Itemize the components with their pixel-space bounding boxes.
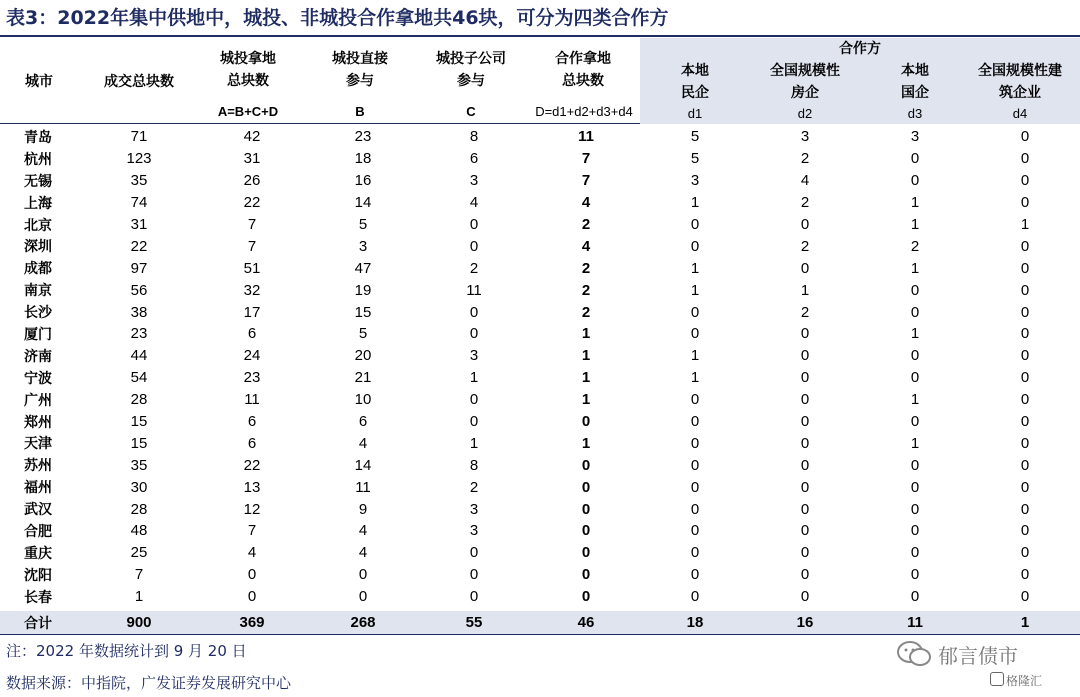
col-header-ct-total-formula: A=B+C+D (217, 104, 279, 119)
value-cell: 2 (800, 194, 810, 212)
value-cell: 31 (243, 150, 261, 168)
total-cell: 18 (686, 614, 704, 631)
value-cell: 0 (910, 478, 920, 496)
value-cell: 0 (581, 478, 591, 496)
value-cell: 21 (354, 369, 372, 387)
value-cell: 0 (1020, 194, 1030, 212)
bottom-rule (0, 634, 1080, 635)
value-cell: 19 (354, 281, 372, 299)
value-cell: 8 (469, 128, 479, 146)
table-row (0, 432, 1080, 454)
col-header-p2-code: d2 (797, 106, 813, 121)
value-cell: 0 (910, 347, 920, 365)
header-rule (0, 123, 640, 124)
total-row (0, 611, 1080, 634)
value-cell: 0 (800, 522, 810, 540)
value-cell: 31 (130, 216, 148, 233)
value-cell: 1 (690, 347, 700, 365)
city-cell: 福州 (24, 480, 52, 497)
value-cell: 0 (469, 413, 479, 431)
value-cell: 0 (800, 347, 810, 365)
value-cell: 0 (800, 259, 810, 277)
table-row (0, 564, 1080, 586)
value-cell: 5 (690, 128, 700, 146)
value-cell: 2 (581, 281, 591, 299)
value-cell: 38 (130, 303, 148, 321)
value-cell: 2 (581, 259, 591, 277)
col-header-sub-2: 参与 (457, 73, 485, 89)
watermark-brand: 格隆汇 (1006, 674, 1043, 688)
value-cell: 1 (910, 434, 920, 452)
value-cell: 0 (910, 150, 920, 168)
total-label: 合计 (24, 615, 52, 632)
value-cell: 0 (800, 391, 810, 409)
value-cell: 4 (800, 172, 810, 190)
value-cell: 0 (469, 544, 479, 562)
value-cell: 0 (1020, 588, 1030, 606)
value-cell: 1 (690, 281, 700, 299)
city-cell: 北京 (24, 217, 52, 234)
value-cell: 2 (800, 150, 810, 168)
total-cell: 11 (907, 614, 923, 631)
value-cell: 1 (581, 325, 591, 343)
city-cell: 合肥 (24, 523, 52, 540)
value-cell: 0 (1020, 522, 1030, 540)
value-cell: 3 (469, 347, 479, 365)
brand-logo-icon (990, 672, 1004, 686)
value-cell: 4 (469, 194, 479, 212)
value-cell: 0 (1020, 566, 1030, 584)
value-cell: 3 (469, 172, 479, 190)
city-cell: 天津 (24, 436, 52, 453)
value-cell: 0 (910, 456, 920, 474)
value-cell: 0 (690, 500, 700, 518)
value-cell: 0 (1020, 391, 1030, 409)
value-cell: 2 (910, 237, 920, 255)
table-row (0, 476, 1080, 498)
city-cell: 长春 (24, 589, 52, 606)
value-cell: 97 (130, 259, 148, 277)
city-cell: 厦门 (24, 326, 52, 343)
total-cell: 900 (126, 614, 152, 631)
table-row (0, 586, 1080, 608)
value-cell: 0 (800, 216, 810, 233)
value-cell: 0 (690, 413, 700, 431)
value-cell: 0 (1020, 303, 1030, 321)
value-cell: 1 (469, 369, 479, 387)
city-cell: 宁波 (24, 370, 52, 387)
value-cell: 0 (1020, 347, 1030, 365)
value-cell: 0 (910, 413, 920, 431)
value-cell: 54 (130, 369, 148, 387)
table-row (0, 411, 1080, 433)
value-cell: 15 (354, 303, 372, 321)
table-row (0, 345, 1080, 367)
value-cell: 2 (469, 259, 479, 277)
value-cell: 2 (469, 478, 479, 496)
value-cell: 1 (690, 259, 700, 277)
value-cell: 0 (910, 522, 920, 540)
value-cell: 1 (581, 434, 591, 452)
value-cell: 56 (130, 281, 148, 299)
value-cell: 0 (1020, 478, 1030, 496)
table-row (0, 323, 1080, 345)
col-header-p4-1: 全国规模性建 (978, 63, 1062, 79)
value-cell: 0 (910, 172, 920, 190)
value-cell: 4 (358, 434, 368, 452)
table-row (0, 257, 1080, 279)
value-cell: 6 (247, 413, 257, 431)
table-row (0, 126, 1080, 148)
value-cell: 0 (910, 566, 920, 584)
value-cell: 0 (1020, 150, 1030, 168)
value-cell: 0 (690, 216, 700, 233)
value-cell: 12 (243, 500, 261, 518)
city-cell: 武汉 (24, 502, 52, 519)
value-cell: 0 (1020, 456, 1030, 474)
total-cell: 268 (350, 614, 376, 631)
value-cell: 23 (243, 369, 261, 387)
value-cell: 11 (578, 128, 594, 146)
value-cell: 5 (358, 216, 368, 233)
value-cell: 3 (690, 172, 700, 190)
value-cell: 7 (247, 216, 257, 233)
city-cell: 成都 (24, 261, 52, 278)
value-cell: 0 (1020, 500, 1030, 518)
value-cell: 0 (581, 500, 591, 518)
value-cell: 0 (910, 588, 920, 606)
value-cell: 0 (690, 478, 700, 496)
value-cell: 28 (130, 500, 148, 518)
city-cell: 苏州 (24, 458, 52, 475)
value-cell: 0 (800, 478, 810, 496)
value-cell: 15 (130, 413, 148, 431)
value-cell: 1 (910, 391, 920, 409)
value-cell: 0 (690, 325, 700, 343)
value-cell: 23 (354, 128, 372, 146)
table-row (0, 235, 1080, 257)
value-cell: 7 (581, 172, 591, 190)
value-cell: 0 (690, 566, 700, 584)
value-cell: 35 (130, 456, 148, 474)
value-cell: 0 (1020, 281, 1030, 299)
value-cell: 0 (469, 588, 479, 606)
value-cell: 3 (800, 128, 810, 146)
value-cell: 1 (910, 325, 920, 343)
col-header-sub-code: C (466, 104, 476, 119)
watermark (896, 636, 1076, 692)
value-cell: 7 (581, 150, 591, 168)
value-cell: 0 (690, 544, 700, 562)
watermark-name: 郁言债市 (938, 644, 1018, 668)
value-cell: 0 (469, 325, 479, 343)
city-cell: 济南 (24, 348, 52, 365)
value-cell: 0 (581, 566, 591, 584)
col-header-p1-code: d1 (687, 106, 703, 121)
value-cell: 0 (1020, 325, 1030, 343)
value-cell: 16 (354, 172, 372, 190)
value-cell: 0 (910, 369, 920, 387)
value-cell: 15 (130, 434, 148, 452)
value-cell: 0 (469, 216, 479, 233)
total-cell: 1 (1020, 614, 1030, 631)
table-row (0, 214, 1080, 236)
col-header-p3-1: 本地 (901, 63, 929, 79)
value-cell: 1 (690, 194, 700, 212)
value-cell: 11 (355, 478, 371, 496)
value-cell: 0 (800, 369, 810, 387)
value-cell: 0 (1020, 369, 1030, 387)
table-row (0, 192, 1080, 214)
value-cell: 0 (800, 500, 810, 518)
value-cell: 8 (469, 456, 479, 474)
table-row (0, 542, 1080, 564)
value-cell: 0 (469, 237, 479, 255)
header-partners (640, 38, 1080, 124)
value-cell: 0 (910, 281, 920, 299)
total-cell: 46 (577, 614, 595, 631)
city-cell: 重庆 (24, 545, 52, 562)
table-row (0, 279, 1080, 301)
value-cell: 4 (358, 522, 368, 540)
value-cell: 2 (800, 237, 810, 255)
total-cell: 369 (239, 614, 265, 631)
value-cell: 22 (243, 456, 261, 474)
value-cell: 0 (581, 588, 591, 606)
col-header-sub-1: 城投子公司 (436, 51, 506, 67)
value-cell: 4 (581, 194, 591, 212)
col-header-direct-2: 参与 (346, 73, 374, 89)
value-cell: 4 (581, 237, 591, 255)
col-header-p1-1: 本地 (681, 63, 709, 79)
value-cell: 7 (134, 566, 144, 584)
value-cell: 42 (243, 128, 261, 146)
value-cell: 13 (243, 478, 261, 496)
value-cell: 0 (690, 434, 700, 452)
value-cell: 0 (800, 456, 810, 474)
value-cell: 0 (690, 456, 700, 474)
value-cell: 1 (910, 194, 920, 212)
value-cell: 2 (581, 216, 591, 233)
value-cell: 11 (244, 391, 260, 409)
value-cell: 0 (800, 325, 810, 343)
value-cell: 0 (690, 522, 700, 540)
table-row (0, 367, 1080, 389)
col-header-p2-2: 房企 (791, 85, 819, 101)
value-cell: 7 (247, 522, 257, 540)
value-cell: 71 (130, 128, 148, 146)
value-cell: 0 (690, 237, 700, 255)
value-cell: 2 (800, 303, 810, 321)
value-cell: 1 (134, 588, 144, 606)
value-cell: 1 (581, 391, 591, 409)
value-cell: 1 (690, 369, 700, 387)
value-cell: 30 (130, 478, 148, 496)
city-cell: 杭州 (24, 151, 52, 168)
value-cell: 7 (247, 237, 257, 255)
value-cell: 1 (581, 369, 591, 387)
total-cell: 16 (796, 614, 814, 631)
table-row (0, 389, 1080, 411)
col-header-p2-1: 全国规模性 (770, 63, 840, 79)
value-cell: 0 (1020, 544, 1030, 562)
col-header-p4-2: 筑企业 (999, 85, 1041, 101)
value-cell: 28 (130, 391, 148, 409)
city-cell: 郑州 (24, 414, 52, 431)
value-cell: 23 (130, 325, 148, 343)
value-cell: 22 (130, 237, 148, 255)
value-cell: 0 (1020, 434, 1030, 452)
value-cell: 47 (354, 259, 372, 277)
value-cell: 0 (247, 566, 257, 584)
value-cell: 0 (1020, 128, 1030, 146)
value-cell: 1 (1020, 216, 1030, 233)
data-table (0, 126, 1080, 608)
col-header-ct-total-2: 总块数 (227, 73, 269, 89)
value-cell: 0 (910, 500, 920, 518)
value-cell: 1 (581, 347, 591, 365)
col-header-p4-code: d4 (1012, 106, 1028, 121)
value-cell: 1 (910, 259, 920, 277)
value-cell: 4 (358, 544, 368, 562)
value-cell: 5 (690, 150, 700, 168)
value-cell: 0 (910, 303, 920, 321)
col-header-ct-total-1: 城投拿地 (220, 51, 276, 67)
value-cell: 1 (800, 281, 810, 299)
value-cell: 26 (243, 172, 261, 190)
value-cell: 0 (800, 413, 810, 431)
value-cell: 0 (1020, 413, 1030, 431)
value-cell: 0 (800, 434, 810, 452)
value-cell: 0 (247, 588, 257, 606)
col-header-direct-code: B (355, 104, 365, 119)
value-cell: 2 (581, 303, 591, 321)
table-row (0, 148, 1080, 170)
value-cell: 0 (358, 566, 368, 584)
value-cell: 4 (247, 544, 257, 562)
value-cell: 0 (800, 544, 810, 562)
partners-group-label: 合作方 (839, 41, 881, 57)
value-cell: 3 (469, 500, 479, 518)
value-cell: 0 (469, 303, 479, 321)
value-cell: 10 (354, 391, 372, 409)
value-cell: 0 (800, 588, 810, 606)
value-cell: 0 (581, 413, 591, 431)
col-header-p1-2: 民企 (681, 85, 709, 101)
total-table (0, 611, 1080, 634)
value-cell: 0 (469, 391, 479, 409)
value-cell: 17 (243, 303, 261, 321)
col-header-direct-1: 城投直接 (332, 51, 388, 67)
value-cell: 0 (1020, 237, 1030, 255)
value-cell: 22 (243, 194, 261, 212)
city-cell: 深圳 (24, 239, 52, 256)
table-row (0, 520, 1080, 542)
value-cell: 3 (910, 128, 920, 146)
city-cell: 广州 (24, 392, 52, 409)
table-row (0, 170, 1080, 192)
value-cell: 123 (126, 150, 152, 168)
col-header-coop-2: 总块数 (562, 73, 604, 89)
col-header-city: 城市 (25, 74, 53, 90)
value-cell: 0 (800, 566, 810, 584)
value-cell: 0 (1020, 259, 1030, 277)
table-title: 表3：2022年集中供地中，城投、非城投合作拿地共46块，可分为四类合作方 (6, 7, 669, 29)
col-header-deals: 成交总块数 (104, 74, 174, 90)
value-cell: 14 (354, 456, 372, 474)
city-cell: 上海 (24, 195, 52, 212)
value-cell: 0 (469, 566, 479, 584)
city-cell: 沈阳 (24, 567, 52, 584)
col-header-p3-code: d3 (907, 106, 923, 121)
wechat-icon (896, 640, 932, 668)
value-cell: 0 (358, 588, 368, 606)
value-cell: 6 (469, 150, 479, 168)
table-row (0, 454, 1080, 476)
table-row (0, 301, 1080, 323)
value-cell: 6 (358, 413, 368, 431)
header-left (0, 38, 640, 124)
value-cell: 74 (130, 194, 148, 212)
total-cell: 55 (465, 614, 483, 631)
value-cell: 0 (690, 303, 700, 321)
value-cell: 0 (1020, 172, 1030, 190)
value-cell: 51 (243, 259, 261, 277)
table-body (0, 126, 1080, 608)
col-header-coop-1: 合作拿地 (555, 51, 611, 67)
value-cell: 0 (581, 456, 591, 474)
value-cell: 25 (130, 544, 148, 562)
value-cell: 44 (130, 347, 148, 365)
value-cell: 3 (469, 522, 479, 540)
value-cell: 20 (354, 347, 372, 365)
value-cell: 5 (358, 325, 368, 343)
value-cell: 0 (690, 391, 700, 409)
city-cell: 长沙 (24, 305, 52, 322)
value-cell: 9 (358, 500, 368, 518)
source-note: 数据来源：中指院，广发证券发展研究中心 (6, 674, 292, 692)
value-cell: 0 (690, 588, 700, 606)
value-cell: 24 (243, 347, 261, 365)
city-cell: 南京 (24, 283, 52, 300)
city-cell: 无锡 (24, 173, 52, 190)
value-cell: 1 (910, 216, 920, 233)
value-cell: 6 (247, 434, 257, 452)
value-cell: 35 (130, 172, 148, 190)
value-cell: 0 (581, 522, 591, 540)
value-cell: 3 (358, 237, 368, 255)
footnote: 注：2022 年数据统计到 9 月 20 日 (6, 642, 247, 660)
col-header-coop-formula: D=d1+d2+d3+d4 (535, 104, 633, 119)
top-rule (0, 35, 1080, 37)
value-cell: 6 (247, 325, 257, 343)
value-cell: 11 (466, 281, 482, 299)
value-cell: 18 (354, 150, 372, 168)
value-cell: 1 (469, 434, 479, 452)
col-header-p3-2: 国企 (901, 85, 929, 101)
value-cell: 0 (910, 544, 920, 562)
table-row (0, 498, 1080, 520)
value-cell: 0 (581, 544, 591, 562)
value-cell: 14 (354, 194, 372, 212)
value-cell: 32 (243, 281, 261, 299)
value-cell: 48 (130, 522, 148, 540)
city-cell: 青岛 (24, 129, 52, 146)
